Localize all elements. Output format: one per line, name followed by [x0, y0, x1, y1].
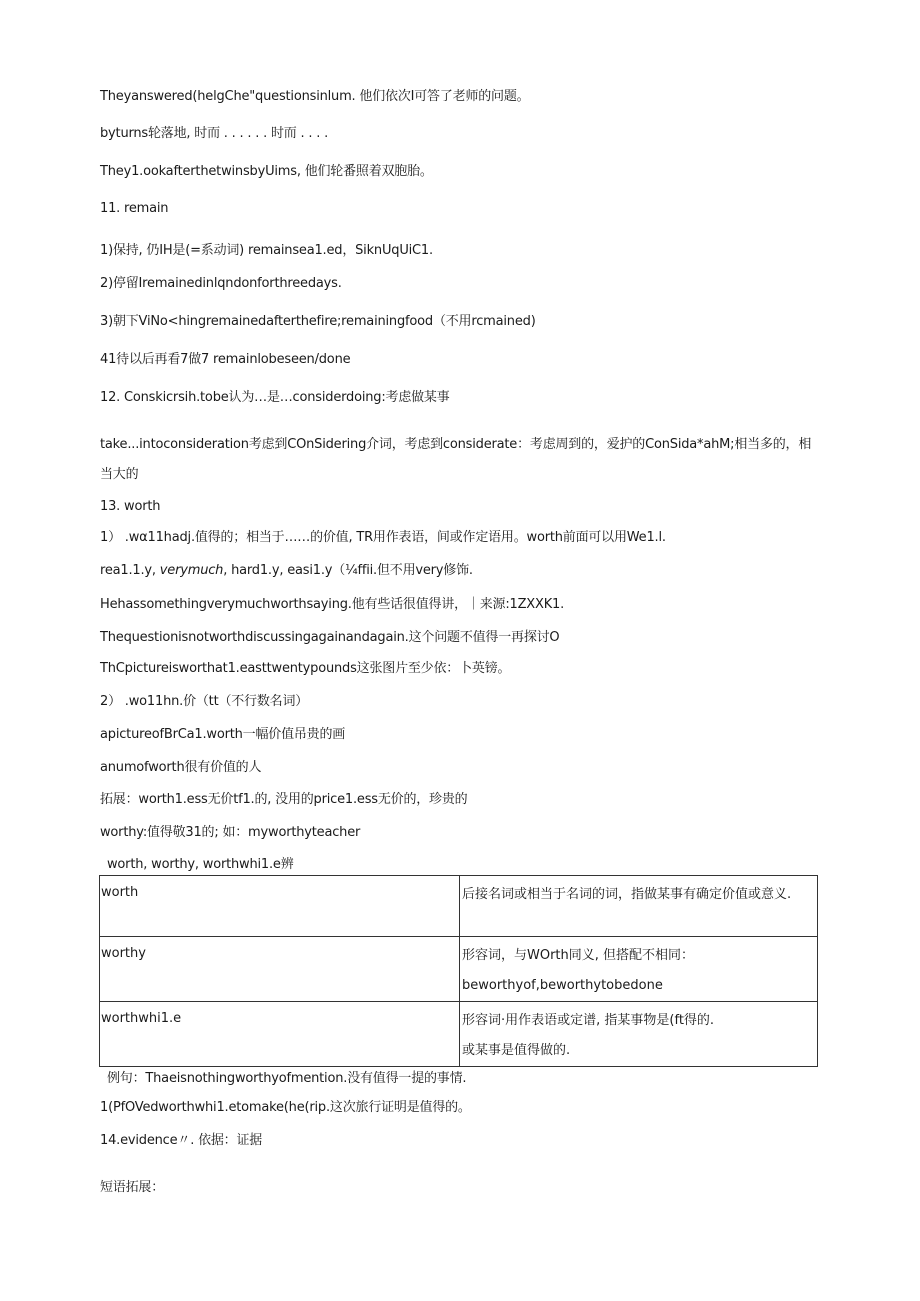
comparison-table	[99, 875, 818, 1067]
table-row	[100, 1002, 818, 1067]
worth-adverbs-italic: verymuch	[159, 563, 224, 578]
table-row	[100, 937, 818, 1002]
worth-adverbs-line	[100, 561, 473, 581]
table-term: worthy	[100, 937, 460, 1002]
remain-usage-1: 1)保持, 仍IH是(=系动词) remainsea1.ed，SiknUqUiC1.	[100, 243, 433, 258]
table-desc-line-2: beworthyof,beworthytobedone	[462, 978, 663, 993]
table-desc: 后接名词或相当于名词的词，指做某事有确定价值或意义.	[460, 876, 818, 937]
sentence-answered-in-turn: Theyanswered(helgChe"questionsinlum. 他们依次I可答了老师的问题。	[100, 89, 530, 104]
table-desc-cell	[460, 1002, 818, 1067]
heading-12-consider: 12. Conskicrsih.tobe认为…是…considerdoing:考虑做某事	[100, 390, 450, 405]
worth-expansion: 拓展：worth1.ess无价tf1.的, 没用的price1.ess无价的，珍贵的	[100, 792, 468, 807]
worth-example-picture: ThCpictureisworthat1.easttwentypounds这张图片至少依：卜英镑。	[100, 661, 511, 676]
phrase-expansion-heading: 短语拓展：	[100, 1180, 165, 1195]
worth-noun-example-2: anumofworth很有价值的人	[100, 760, 262, 775]
phrase-by-turns: byturns轮落地, 时而 . . . . . . 时而 . . . .	[100, 126, 329, 141]
example-sentence-worthwhile: 1(PfOVedworthwhi1.etomake(he(rip.这次旅行证明是值得的。	[100, 1100, 471, 1115]
table-term: worthwhi1.e	[100, 1002, 460, 1067]
table-desc-cell	[460, 937, 818, 1002]
worth-example-saying: Hehassomethingverymuchworthsaying.他有些话很值得讲，｜来源:1ZXXK1.	[100, 597, 565, 612]
worth-adverbs-part-2: , hard1.y, easi1.y（¼ffii.但不用very修饰.	[223, 563, 473, 578]
worth-adj-definition: 1） .wα11hadj.值得的；相当于……的价值, TR用作表语，间或作定语用。worth前面可以用We1.l.	[100, 530, 666, 545]
remain-usage-3: 3)朝下ViNo<hingremainedafterthefire;remainingfood（不用rcmained)	[100, 314, 536, 329]
example-sentence-worthy: 例句：Thaeisnothingworthyofmention.没有值得一提的事情.	[107, 1071, 467, 1086]
table-desc-line-2: 或某事是值得做的.	[462, 1043, 571, 1058]
heading-14-evidence: 14.evidence〃. 依据：证据	[100, 1133, 263, 1148]
table-desc: 形容词·用作表语或定谱, 指某事物是(ft得的.	[462, 1013, 715, 1028]
table-row	[100, 876, 818, 937]
table-term: worth	[100, 876, 460, 937]
consideration-paragraph: take...intoconsideration考虑到COnSidering介词，考虑到considerate：考虑周到的，爱护的ConSida*ahM;相当多的，相当大的	[100, 437, 812, 482]
heading-11-remain: 11. remain	[100, 201, 169, 216]
worth-adverbs-part-1: rea1.1.y,	[100, 563, 160, 578]
worth-example-discussing: Thequestionisnotworthdiscussingagainandagain.这个问题不值得一再探讨O	[100, 630, 560, 645]
remain-usage-2: 2)停留Iremainedinlqndonforthreedays.	[100, 276, 342, 291]
table-desc: 形容词，与WOrth同义, 但搭配不相同：	[462, 948, 695, 963]
heading-13-worth: 13. worth	[100, 499, 161, 514]
worthy-definition: worthy:值得敬31的; 如：myworthyteacher	[100, 825, 361, 840]
sentence-look-after-twins: They1.ookafterthetwinsbyUims, 他们轮番照着双胞胎。	[100, 164, 433, 179]
table-caption: worth, worthy, worthwhi1.e辨	[107, 857, 294, 872]
worth-noun-definition: 2） .wo11hn.价（tt（不行数名词）	[100, 694, 309, 709]
worth-noun-example-1: apictureofBrCa1.worth一幅价值吊贵的画	[100, 727, 346, 742]
remain-usage-4: 41待以后再看7做7 remainlobeseen/done	[100, 352, 351, 367]
